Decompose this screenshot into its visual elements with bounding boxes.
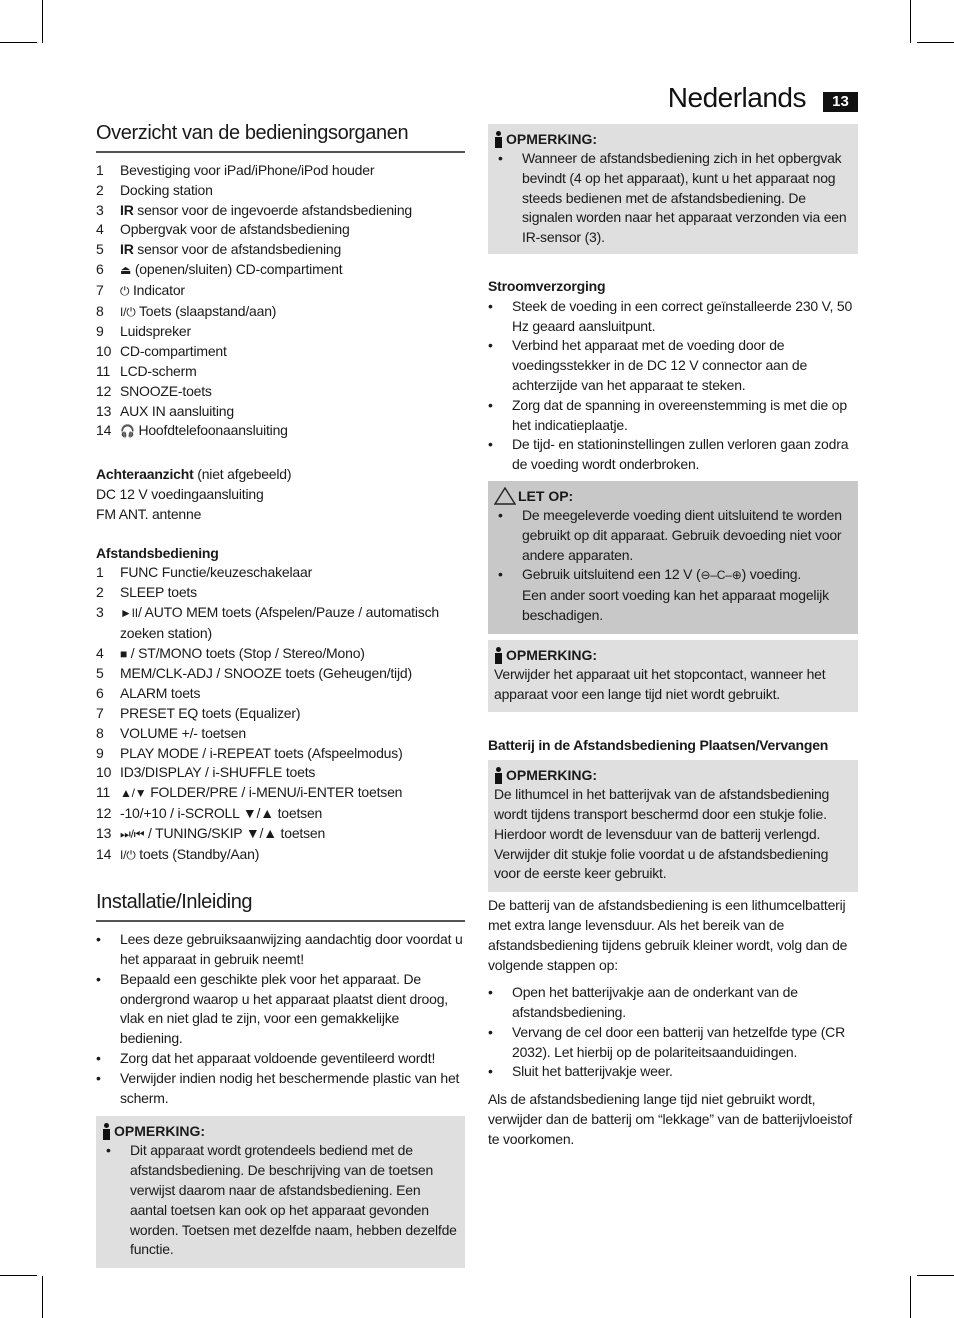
item-label: / AUTO MEM toets (Afspelen/Pauze / automatisch zoeken station) bbox=[120, 603, 439, 641]
list-item: • Gebruik uitsluitend een 12 V (⊖–C–⊕) voeding. Een ander soort voeding kan het apparaat mogelijk beschadigen. bbox=[498, 566, 829, 623]
item-text: Bepaald een geschikte plek voor het apparaat. De ondergrond waarop u het apparaat plaatst dient droog, vlak en niet glad te zijn, voor een gemakkelijke bediening. bbox=[120, 970, 448, 1047]
info-icon bbox=[494, 767, 503, 784]
item-number: 9 bbox=[96, 744, 104, 761]
item-number: 13 bbox=[96, 402, 112, 419]
note-list bbox=[494, 149, 852, 248]
bullet-mark: • bbox=[96, 931, 101, 948]
info-icon bbox=[494, 647, 503, 664]
list-item bbox=[96, 563, 465, 583]
list-item bbox=[488, 1023, 858, 1063]
item-text: Sluit het batterijvakje weer. bbox=[512, 1063, 673, 1080]
item-text bbox=[120, 342, 227, 362]
item-text bbox=[120, 402, 234, 422]
list-item bbox=[96, 1049, 465, 1069]
item-text bbox=[120, 322, 191, 342]
page-number: 13 bbox=[823, 92, 858, 112]
power-list bbox=[488, 297, 858, 475]
warning-triangle-icon bbox=[494, 487, 516, 505]
bullet-mark: • bbox=[488, 984, 493, 1001]
caution-header bbox=[494, 487, 852, 506]
item-number: 9 bbox=[96, 323, 104, 340]
list-item bbox=[96, 744, 465, 764]
item-label: Docking station bbox=[120, 181, 213, 198]
list-item bbox=[488, 435, 858, 475]
rear-item: DC 12 V voedingaansluiting bbox=[96, 485, 264, 502]
item-text bbox=[120, 281, 185, 302]
controls-heading: Overzicht van de bedieningsorganen bbox=[96, 118, 465, 153]
remote-symbol-icon: ⏭/⏮ bbox=[120, 826, 145, 841]
item-text bbox=[120, 763, 315, 783]
bullet-mark: • bbox=[488, 337, 493, 354]
bullet-mark: • bbox=[96, 1050, 101, 1067]
caution-text: Gebruik uitsluitend een 12 V ( bbox=[522, 566, 701, 583]
item-label: Opbergvak voor de afstandsbediening bbox=[120, 221, 350, 238]
item-text bbox=[120, 362, 197, 382]
list-item bbox=[96, 704, 465, 724]
item-label: / TUNING/SKIP ▼/▲ toetsen bbox=[144, 824, 326, 841]
install-heading: Installatie/Inleiding bbox=[96, 887, 465, 922]
list-item bbox=[96, 161, 465, 181]
note-text: Dit apparaat wordt grotendeels bediend met de afstandsbediening. De beschrijving van de toetsen verwijst daarom naar de afstandsbediening. Een aantal toetsen kan ook op het apparaat gevonden worden. Toetsen met dezelfde naam, hebben dezelfde functie. bbox=[130, 1142, 457, 1258]
item-text: Vervang de cel door een batterij van hetzelfde type (CR 2032). Let hierbij op de polariteitsaanduidingen. bbox=[512, 1023, 845, 1060]
remote-list bbox=[96, 563, 465, 865]
item-label-bold: IR bbox=[120, 201, 134, 218]
item-text bbox=[120, 260, 342, 281]
item-label: VOLUME +/- toetsen bbox=[120, 724, 246, 741]
caution-text: De meegeleverde voeding dient uitsluitend te worden gebruikt op dit apparaat. Gebruik devoeding niet voor andere apparaten. bbox=[522, 506, 842, 563]
item-label: FUNC Functie/keuzeschakelaar bbox=[120, 564, 313, 581]
controls-list bbox=[96, 161, 465, 442]
item-label-bold: IR bbox=[120, 241, 134, 258]
control-symbol-icon: I/⏻ bbox=[120, 304, 136, 319]
item-text bbox=[120, 724, 246, 744]
item-text bbox=[120, 382, 212, 402]
item-text: Open het batterijvakje aan de onderkant van de afstandsbediening. bbox=[512, 984, 798, 1021]
list-item bbox=[96, 930, 465, 970]
item-label: LCD-scherm bbox=[120, 362, 197, 379]
list-item bbox=[96, 845, 465, 866]
list-item bbox=[96, 201, 465, 221]
item-label: Indicator bbox=[129, 281, 185, 298]
caution-box bbox=[488, 481, 858, 634]
list-item bbox=[96, 1069, 465, 1109]
list-item bbox=[96, 382, 465, 402]
list-item bbox=[96, 664, 465, 684]
item-text bbox=[120, 603, 465, 644]
list-item: • Dit apparaat wordt grotendeels bediend met de afstandsbediening. De beschrijving van de toetsen verwijst daarom naar de afstandsbediening. Een aantal toetsen kan ook op het apparaat gevonden worden. Toetsen met dezelfde naam, hebben dezelfde functie. bbox=[102, 1141, 459, 1260]
note-text: De lithumcel in het batterijvak van de afstandsbediening wordt tijdens transport beschermd door een stukje folie. Hierdoor wordt de levensduur van de batterij verlengd. Verwijder dit stukje folie voordat u de afstandsbediening voor de eerste keer gebruikt. bbox=[494, 786, 830, 882]
list-item bbox=[96, 724, 465, 744]
control-symbol-icon: 🎧 bbox=[120, 424, 135, 439]
rear-view-suffix: (niet afgebeeld) bbox=[193, 466, 292, 483]
item-text bbox=[120, 783, 402, 804]
item-number: 12 bbox=[96, 804, 112, 821]
note-title: OPMERKING: bbox=[114, 1123, 205, 1140]
list-item bbox=[96, 181, 465, 201]
item-text bbox=[120, 744, 403, 764]
bullet-mark: • bbox=[488, 436, 493, 453]
crop-mark bbox=[910, 1276, 911, 1318]
list-item bbox=[488, 297, 858, 337]
item-text bbox=[120, 563, 312, 583]
item-text bbox=[120, 644, 365, 665]
list-item bbox=[96, 783, 465, 804]
item-text: De tijd- en stationinstellingen zullen verloren gaan zodra de voeding wordt onderbroken. bbox=[512, 436, 849, 473]
item-label: / ST/MONO toets (Stop / Stereo/Mono) bbox=[127, 644, 365, 661]
note-text: Wanneer de afstandsbediening zich in het opbergvak bevindt (4 op het apparaat), kunt u het apparaat nog steeds bedienen met de afstandsbediening. De signalen worden naar het apparaat verzonden via een IR-sensor (3). bbox=[522, 150, 847, 246]
bullet-mark: • bbox=[96, 970, 101, 987]
list-item bbox=[96, 362, 465, 382]
remote-symbol-icon: ▲/▼ bbox=[120, 786, 147, 801]
item-text bbox=[120, 664, 412, 684]
item-label: Luidspreker bbox=[120, 323, 191, 340]
item-number: 7 bbox=[96, 704, 104, 721]
note-header bbox=[102, 1122, 459, 1141]
item-text: Verbind het apparaat met de voeding door de voedingsstekker in de DC 12 V connector aan de achterzijde van het apparaat te steken. bbox=[512, 337, 808, 393]
caution-text: ) voeding. bbox=[741, 566, 802, 583]
install-list bbox=[96, 930, 465, 1108]
item-text bbox=[120, 302, 276, 323]
control-symbol-icon: ⏏ bbox=[120, 262, 132, 277]
item-text bbox=[120, 421, 288, 442]
power-heading: Stroomverzorging bbox=[488, 277, 606, 294]
item-number: 11 bbox=[96, 784, 111, 801]
item-text bbox=[120, 804, 322, 824]
item-number: 4 bbox=[96, 644, 104, 661]
item-number: 6 bbox=[96, 260, 104, 277]
item-number: 8 bbox=[96, 302, 104, 319]
item-number: 2 bbox=[96, 181, 104, 198]
item-label: MEM/CLK-ADJ / SNOOZE toets (Geheugen/tijd) bbox=[120, 665, 412, 682]
unplug-note-box bbox=[488, 640, 858, 713]
caution-text: Een ander soort voeding kan het apparaat mogelijk beschadigen. bbox=[522, 587, 829, 623]
item-text bbox=[120, 824, 325, 845]
item-number: 2 bbox=[96, 584, 104, 601]
item-label: Bevestiging voor iPad/iPhone/iPod houder bbox=[120, 162, 375, 178]
battery-heading: Batterij in de Afstandsbediening Plaatsen/Vervangen bbox=[488, 737, 829, 754]
item-label: Hoofdtelefoonaansluiting bbox=[134, 422, 288, 439]
bullet-mark: • bbox=[488, 396, 493, 413]
item-text bbox=[120, 220, 350, 240]
crop-mark bbox=[0, 42, 37, 43]
item-label: SLEEP toets bbox=[120, 584, 197, 601]
item-text bbox=[120, 684, 200, 704]
remote-symbol-icon: ►II bbox=[120, 605, 138, 620]
list-item bbox=[96, 970, 465, 1049]
crop-mark bbox=[917, 1275, 954, 1276]
crop-mark bbox=[42, 1276, 43, 1318]
page-language-title: Nederlands bbox=[667, 82, 806, 113]
list-item bbox=[96, 644, 465, 665]
item-number: 6 bbox=[96, 685, 104, 702]
battery-note-box bbox=[488, 760, 858, 892]
bullet-mark: • bbox=[488, 297, 493, 314]
item-label: sensor voor de ingevoerde afstandsbediening bbox=[133, 201, 413, 218]
list-item bbox=[96, 260, 465, 281]
battery-outro: Als de afstandsbediening lange tijd niet gebruikt wordt, verwijder dan de batterij om “lekkage” van de batterijvloeistof te voorkomen. bbox=[488, 1091, 853, 1147]
item-text bbox=[120, 583, 197, 603]
bullet-mark: • bbox=[488, 1023, 493, 1040]
list-item bbox=[96, 240, 465, 260]
item-label: sensor voor de afstandsbediening bbox=[133, 241, 342, 258]
item-text: Zorg dat het apparaat voldoende geventileerd wordt! bbox=[120, 1050, 436, 1067]
item-text: Verwijder indien nodig het beschermende plastic van het scherm. bbox=[120, 1069, 460, 1106]
note-text: Verwijder het apparaat uit het stopcontact, wanneer het apparaat voor een lange tijd niet wordt gebruikt. bbox=[494, 665, 826, 702]
item-number: 1 bbox=[96, 162, 104, 178]
remote-heading: Afstandsbediening bbox=[96, 544, 219, 561]
install-note-box bbox=[96, 1116, 465, 1268]
list-item bbox=[96, 763, 465, 783]
note-title: OPMERKING: bbox=[506, 767, 597, 784]
item-text bbox=[120, 240, 341, 260]
rear-view-title: Achteraanzicht bbox=[96, 466, 194, 483]
note-header bbox=[494, 646, 852, 665]
item-number: 5 bbox=[96, 665, 104, 682]
item-number: 11 bbox=[96, 362, 111, 379]
item-number: 14 bbox=[96, 422, 112, 439]
list-item: • Wanneer de afstandsbediening zich in het opbergvak bevindt (4 op het apparaat), kunt u het apparaat nog steeds bedienen met de afstandsbediening. De signalen worden naar het apparaat verzonden via een IR-sensor (3). bbox=[494, 149, 852, 248]
item-text bbox=[120, 201, 412, 221]
item-text bbox=[120, 704, 300, 724]
remote-symbol-icon: I/⏻ bbox=[120, 847, 136, 862]
item-label: AUX IN aansluiting bbox=[120, 402, 234, 419]
item-number: 12 bbox=[96, 382, 112, 399]
caution-list bbox=[494, 506, 852, 626]
crop-mark bbox=[917, 42, 954, 43]
item-number: 1 bbox=[96, 564, 104, 581]
item-number: 3 bbox=[96, 603, 104, 620]
note-header bbox=[494, 130, 852, 149]
battery-intro: De batterij van de afstandsbediening is een lithumcelbatterij met extra lange levensduur. Als het bereik van de afstandsbediening tijdens gebruik kleiner wordt, volg dan de volgende stappen op: bbox=[488, 897, 848, 973]
caution-title: LET OP: bbox=[518, 487, 574, 504]
note-header bbox=[494, 766, 852, 785]
list-item bbox=[96, 302, 465, 323]
info-icon bbox=[102, 1123, 111, 1140]
note-list bbox=[102, 1141, 459, 1260]
polarity-symbol: ⊖–C–⊕ bbox=[700, 568, 742, 583]
list-item bbox=[488, 983, 858, 1023]
item-label: toets (Standby/Aan) bbox=[135, 845, 260, 862]
list-item bbox=[96, 804, 465, 824]
rear-view-line bbox=[96, 465, 465, 485]
list-item bbox=[96, 421, 465, 442]
list-item bbox=[96, 824, 465, 845]
item-text: Zorg dat de spanning in overeenstemming is met die op het indicatieplaatje. bbox=[512, 396, 847, 433]
note-title: OPMERKING: bbox=[506, 646, 597, 663]
info-icon bbox=[494, 131, 503, 148]
item-text bbox=[120, 181, 213, 201]
right-column bbox=[488, 124, 858, 1150]
item-number: 10 bbox=[96, 343, 112, 360]
note-title: OPMERKING: bbox=[506, 131, 597, 147]
list-item bbox=[96, 583, 465, 603]
crop-mark bbox=[42, 0, 43, 43]
item-label: ALARM toets bbox=[120, 685, 201, 702]
item-label: ID3/DISPLAY / i-SHUFFLE toets bbox=[120, 764, 316, 781]
item-number: 8 bbox=[96, 724, 104, 741]
rear-item: FM ANT. antenne bbox=[96, 505, 202, 522]
ir-note-box bbox=[488, 124, 858, 254]
item-label: -10/+10 / i-SCROLL ▼/▲ toetsen bbox=[120, 804, 323, 821]
list-item bbox=[96, 402, 465, 422]
battery-steps bbox=[488, 983, 858, 1082]
item-number: 4 bbox=[96, 221, 104, 238]
crop-mark bbox=[0, 1275, 37, 1276]
bullet-mark: • bbox=[488, 1063, 493, 1080]
item-number: 10 bbox=[96, 764, 112, 781]
item-label: SNOOZE-toets bbox=[120, 382, 212, 399]
list-item bbox=[488, 1062, 858, 1082]
bullet-mark: • bbox=[96, 1069, 101, 1086]
control-symbol-icon: ⏻ bbox=[120, 283, 130, 298]
crop-mark bbox=[910, 0, 911, 43]
item-label: (openen/sluiten) CD-compartiment bbox=[131, 260, 343, 277]
item-label: CD-compartiment bbox=[120, 343, 227, 360]
item-text bbox=[120, 161, 374, 181]
left-column bbox=[96, 118, 465, 1268]
item-label: PLAY MODE / i-REPEAT toets (Afspeelmodus) bbox=[120, 744, 403, 761]
list-item: • De meegeleverde voeding dient uitsluitend te worden gebruikt op dit apparaat. Gebruik devoeding niet voor andere apparaten. bbox=[494, 506, 852, 565]
list-item bbox=[488, 396, 858, 436]
list-item bbox=[96, 342, 465, 362]
item-number: 7 bbox=[96, 281, 104, 298]
list-item bbox=[96, 684, 465, 704]
list-item bbox=[96, 220, 465, 240]
item-text: Lees deze gebruiksaanwijzing aandachtig door voordat u het apparaat in gebruik neemt! bbox=[120, 931, 463, 968]
remote-symbol-icon: ■ bbox=[120, 646, 128, 661]
item-number: 13 bbox=[96, 824, 112, 841]
item-number: 5 bbox=[96, 241, 104, 258]
item-label: Toets (slaapstand/aan) bbox=[135, 302, 277, 319]
list-item bbox=[96, 281, 465, 302]
item-label: PRESET EQ toets (Equalizer) bbox=[120, 704, 301, 721]
list-item bbox=[96, 322, 465, 342]
item-label: FOLDER/PRE / i-MENU/i-ENTER toetsen bbox=[146, 784, 403, 801]
item-text: Steek de voeding in een correct geïnstalleerde 230 V, 50 Hz geaard aansluitpunt. bbox=[512, 297, 853, 334]
item-number: 3 bbox=[96, 201, 104, 218]
list-item bbox=[488, 336, 858, 395]
item-number: 14 bbox=[96, 845, 112, 862]
list-item bbox=[96, 603, 465, 644]
item-text bbox=[120, 845, 259, 866]
